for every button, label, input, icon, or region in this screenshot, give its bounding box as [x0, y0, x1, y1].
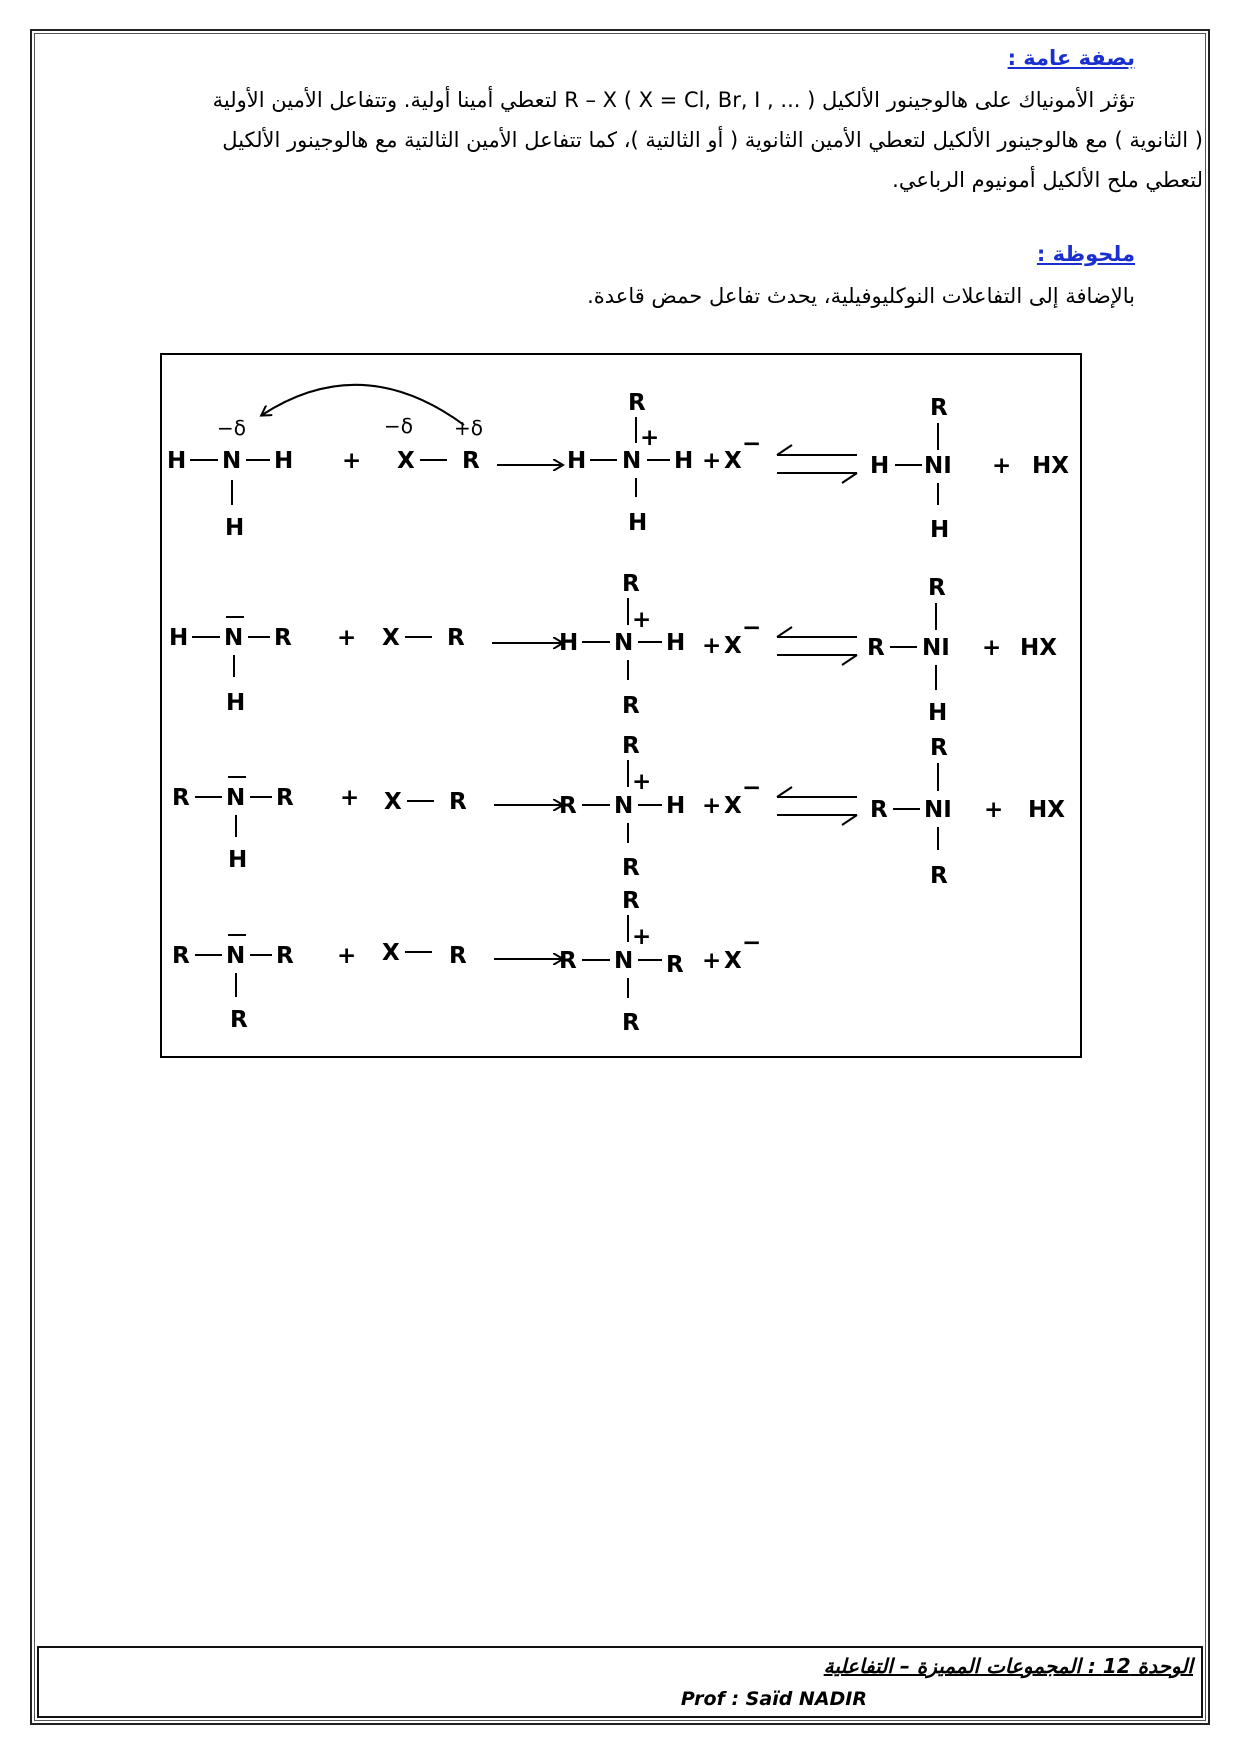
row-2 [169, 571, 1057, 726]
symbol-N: N [614, 948, 634, 974]
symbol-plus: + [702, 948, 722, 974]
symbol-charge-plus: + [640, 425, 660, 451]
symbol-charge-plus: + [632, 769, 652, 795]
footer-unit-title: الوحدة 12 : المجموعات المميزة – التفاعلية [823, 1654, 1193, 1678]
general-paragraph-2 [222, 120, 1203, 200]
symbol-charge-minus: − [742, 431, 762, 457]
symbol-H: H [674, 448, 694, 474]
note-heading: ملحوظة : [1036, 242, 1135, 266]
symbol-X: X [724, 448, 742, 474]
symbol-X: X [724, 793, 742, 819]
symbol-charge-minus: − [742, 775, 762, 801]
symbol-plus: + [982, 635, 1002, 661]
symbol-HX: HX [1020, 635, 1057, 661]
symbol-H: H [666, 793, 686, 819]
symbol-X: X [724, 633, 742, 659]
symbol-R: R [172, 785, 190, 811]
symbol-plus: + [702, 633, 722, 659]
symbol-plus: + [702, 448, 722, 474]
symbol-R: R [462, 448, 480, 474]
bond-line [777, 445, 792, 455]
symbol-H: H [167, 448, 187, 474]
symbol-plus: + [984, 797, 1004, 823]
curved-attack-arrow [262, 385, 464, 425]
symbol-charge-plus: + [632, 924, 652, 950]
symbol-H: H [225, 515, 245, 541]
general-heading: بصفة عامة : [1007, 46, 1135, 70]
symbol-delta-plus: +δ [454, 416, 483, 440]
bond-line [842, 473, 857, 483]
general-paragraph [213, 80, 1135, 120]
general-line-3: لتعطي ملح الألكيل أمونيوم الرباعي. [892, 168, 1203, 192]
symbol-R: R [449, 789, 467, 815]
symbol-R: R [622, 571, 640, 597]
symbol-R: R [622, 888, 640, 914]
symbol-R: R [447, 625, 465, 651]
symbol-R: R [276, 785, 294, 811]
symbol-N: N [614, 630, 634, 656]
symbol-H: H [928, 700, 948, 726]
symbol-nitrogen-lone: NI [924, 453, 952, 479]
footer-author: Prof : Saïd NADIR [680, 1688, 867, 1710]
symbol-R: R [559, 793, 577, 819]
symbol-R: R [230, 1007, 248, 1033]
symbol-N: N [622, 448, 642, 474]
symbol-N: N [222, 448, 242, 474]
note-text: بالإضافة إلى التفاعلات النوكليوفيلية، يحدث تفاعل حمض قاعدة. [587, 284, 1135, 308]
symbol-H: H [169, 625, 189, 651]
symbol-R: R [870, 797, 888, 823]
symbol-N: N [224, 625, 244, 651]
symbol-R: R [449, 943, 467, 969]
symbol-delta-minus: −δ [384, 414, 413, 438]
symbol-R: R [867, 635, 885, 661]
symbol-X: X [382, 625, 400, 651]
general-line-1: تؤثر الأمونياك على هالوجينور الألكيل R – X ( X = Cl, Br, I , ... ) لتعطي أمينا أولية. وتتفاعل الأمين الأولية [212, 88, 1135, 112]
symbol-R: R [622, 1010, 640, 1036]
symbol-H: H [628, 510, 648, 536]
symbol-R: R [928, 575, 946, 601]
symbol-H: H [930, 517, 950, 543]
symbol-X: X [397, 448, 415, 474]
symbol-charge-minus: − [742, 615, 762, 641]
bond-line [777, 787, 792, 797]
symbol-N: N [226, 785, 246, 811]
row-1 [167, 390, 1069, 543]
symbol-plus: + [992, 453, 1012, 479]
symbol-plus: + [702, 793, 722, 819]
row-3 [172, 733, 1065, 889]
symbol-R: R [622, 693, 640, 719]
symbol-X: X [724, 948, 742, 974]
symbol-H: H [567, 448, 587, 474]
symbol-delta-minus: −δ [217, 416, 246, 440]
symbol-R: R [276, 943, 294, 969]
symbol-R: R [559, 948, 577, 974]
symbol-plus: + [342, 448, 362, 474]
symbol-H: H [559, 630, 579, 656]
symbol-H: H [228, 847, 248, 873]
note-paragraph [587, 276, 1135, 316]
symbol-X: X [382, 940, 400, 966]
symbol-R: R [622, 855, 640, 881]
symbol-R: R [930, 735, 948, 761]
bond-line [842, 815, 857, 825]
symbol-R: R [930, 863, 948, 889]
bond-line [777, 627, 792, 637]
symbol-H: H [274, 448, 294, 474]
symbol-plus: + [337, 943, 357, 969]
symbol-N: N [226, 943, 246, 969]
symbol-nitrogen-lone: NI [922, 635, 950, 661]
footer [37, 1646, 1203, 1718]
symbol-H: H [666, 630, 686, 656]
reaction-scheme-drawing [162, 355, 1084, 1060]
symbol-R: R [666, 952, 684, 978]
general-line-2: ( الثانوية ) مع هالوجينور الألكيل لتعطي الأمين الثانوية ( أو الثالتية )، كما تتفاعل الأمين الثالتية مع هالوجينور الألكيل [222, 128, 1203, 152]
symbol-H: H [226, 690, 246, 716]
symbol-H: H [870, 453, 890, 479]
reaction-scheme [160, 353, 1082, 1058]
symbol-R: R [172, 943, 190, 969]
symbol-R: R [930, 395, 948, 421]
bond-line [842, 655, 857, 665]
row-4 [172, 888, 761, 1036]
symbol-HX: HX [1032, 453, 1069, 479]
symbol-R: R [622, 733, 640, 759]
symbol-charge-plus: + [632, 607, 652, 633]
symbol-N: N [614, 793, 634, 819]
symbol-nitrogen-lone: NI [924, 797, 952, 823]
symbol-charge-minus: − [742, 930, 762, 956]
symbol-X: X [384, 789, 402, 815]
symbol-plus: + [340, 785, 360, 811]
symbol-plus: + [337, 625, 357, 651]
symbol-R: R [274, 625, 292, 651]
symbol-R: R [628, 390, 646, 416]
symbol-HX: HX [1028, 797, 1065, 823]
